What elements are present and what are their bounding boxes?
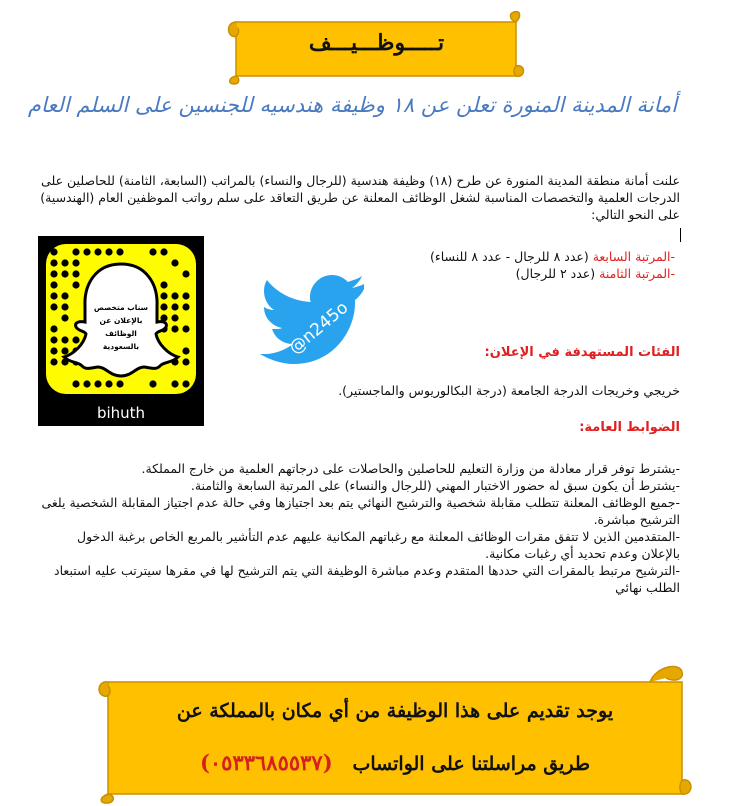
snapcode-dot — [149, 380, 156, 387]
snapcode-dot — [171, 380, 178, 387]
snapcode-dot — [171, 314, 178, 321]
snapcode-dot — [105, 248, 112, 255]
rule-item: -يشترط توفر قرار معادلة من وزارة التعليم للحاصلين والحاصلات على درجاتهم العلمية من خارج المملكة. — [141, 461, 680, 476]
intro-paragraph: علنت أمانة منطقة المدينة المنورة عن طرح (١٨) وظيفة هندسية (للرجال والنساء) بالمراتب (السابعة، الثامنة) للحاصلين على الدرجات العلمية والتخصصات المناسبة لشغل الوظائف المعلنة عن طريق التعاقد على سلم رواتب الموظفين العام (الهندسية) على النحو التالي: — [40, 173, 680, 222]
snapcode-graphic — [38, 236, 204, 426]
phone-number: (٠٥٣٣٦٨٥٥٣٧) — [199, 750, 333, 775]
snapcode-dot — [50, 248, 57, 255]
snapcode-dot — [50, 292, 57, 299]
snapcode-dot — [50, 281, 57, 288]
snapcode-dot — [182, 303, 189, 310]
snapcode-dot — [160, 281, 167, 288]
snapcode-dot — [50, 336, 57, 343]
snapcode-dot — [94, 248, 101, 255]
snapcode-dot — [50, 259, 57, 266]
snapcode-dot — [50, 270, 57, 277]
snapcode-ghost-text: الوظائف — [105, 329, 137, 338]
top-banner — [224, 8, 529, 86]
snapcode-dot — [72, 270, 79, 277]
snapcode-dot — [61, 314, 68, 321]
snapcode-dot — [171, 259, 178, 266]
rule-item: -الترشيح مرتبط بالمقرات التي حددها المتقدم وعدم مباشرة الوظيفة التي يتم الترشيح لها في مقرها سيترتب عليه استبعاد الطلب نهائي — [54, 563, 680, 595]
snapcode-dot — [50, 303, 57, 310]
whatsapp-contact-text: طريق مراسلتنا على الواتساب — [352, 753, 591, 775]
bottom-banner — [90, 660, 700, 805]
snapcode-dot — [160, 248, 167, 255]
snapcode-dot — [182, 347, 189, 354]
snapcode-dot — [72, 380, 79, 387]
rank-name: -المرتبة الثامنة — [599, 266, 675, 281]
snapcode-dot — [116, 380, 123, 387]
rank-name: -المرتبة السابعة — [592, 249, 675, 264]
rule-item: -جميع الوظائف المعلنة تتطلب مقابلة شخصية والترشيح النهائي يتم بعد اجتيازها وفي حالة عدم اجتياز المقابلة الشخصية يلغى الترشيح مباشرة. — [41, 495, 680, 527]
snapcode-dot — [182, 358, 189, 365]
snapcode-dot — [182, 270, 189, 277]
snapcode-dot — [50, 325, 57, 332]
twitter-logo — [252, 262, 372, 372]
snapcode-dot — [160, 303, 167, 310]
snapcode-dot — [61, 292, 68, 299]
bottom-banner-line-1: يوجد تقديم على هذا الوظيفة من أي مكان بالمملكة عن — [176, 700, 614, 722]
snapcode-dot — [83, 248, 90, 255]
snapcode-dot — [72, 281, 79, 288]
snapcode-dot — [171, 292, 178, 299]
snapcode-dot — [105, 380, 112, 387]
twitter-handle: @n245o — [285, 297, 353, 359]
snapcode-dot — [182, 292, 189, 299]
snapcode-dot — [160, 292, 167, 299]
snapcode-dot — [171, 325, 178, 332]
snapcode-dot — [61, 259, 68, 266]
rule-item: -المتقدمين الذين لا تتفق مقرات الوظائف المعلنة مع رغباتهم المكانية عليهم عدم التأشير بالمربع الخاص برغبة الدخول بالإعلان وعدم تحديد أي رغبات مكانية. — [77, 529, 680, 561]
bottom-banner-line-2 — [130, 750, 660, 775]
snapcode-dot — [182, 380, 189, 387]
snapcode-ghost-text: بالسعودية — [102, 342, 140, 351]
rules-list — [40, 460, 680, 596]
snapcode-dot — [94, 380, 101, 387]
snapcode — [38, 236, 204, 426]
snapcode-dot — [72, 259, 79, 266]
headline: أمانة المدينة المنورة تعلن عن ١٨ وظيفة هندسيه للجنسين على السلم العام — [27, 93, 678, 117]
rank-detail: (عدد ٨ للرجال - عدد ٨ للنساء) — [429, 249, 593, 264]
snapcode-dot — [83, 380, 90, 387]
rule-item: -يشترط أن يكون سبق له حضور الاختبار المهني (للرجال والنساء) على المرتبة السابعة والثامنة. — [190, 478, 680, 493]
text-cursor — [680, 228, 681, 242]
categories-text: خريجي وخريجات الدرجة الجامعة (درجة البكالوريوس والماجستير). — [338, 383, 680, 398]
rank-detail: (عدد ٢ للرجال) — [515, 266, 600, 281]
bottom-banner-scroll-shape — [90, 660, 700, 805]
twitter-bird-icon — [252, 262, 372, 372]
snapcode-dot — [149, 248, 156, 255]
snapcode-username: bihuth — [96, 404, 146, 422]
snapcode-dot — [61, 347, 68, 354]
snapcode-dot — [171, 303, 178, 310]
rules-heading: الضوابط العامة: — [579, 420, 680, 435]
snapcode-dot — [50, 358, 57, 365]
snapcode-dot — [61, 336, 68, 343]
top-banner-label: تـــــوظـــيـــف — [308, 30, 445, 56]
snapcode-dot — [72, 248, 79, 255]
snapcode-dot — [50, 347, 57, 354]
snapcode-ghost-text: سناب متخصص — [93, 303, 149, 312]
snapcode-dot — [72, 336, 79, 343]
snapcode-dot — [61, 270, 68, 277]
categories-heading: الفئات المستهدفة في الإعلان: — [484, 345, 680, 360]
snapcode-ghost-text: بالإعلان عن — [99, 316, 143, 325]
snapcode-dot — [182, 325, 189, 332]
snapcode-dot — [116, 248, 123, 255]
snapcode-dot — [61, 303, 68, 310]
